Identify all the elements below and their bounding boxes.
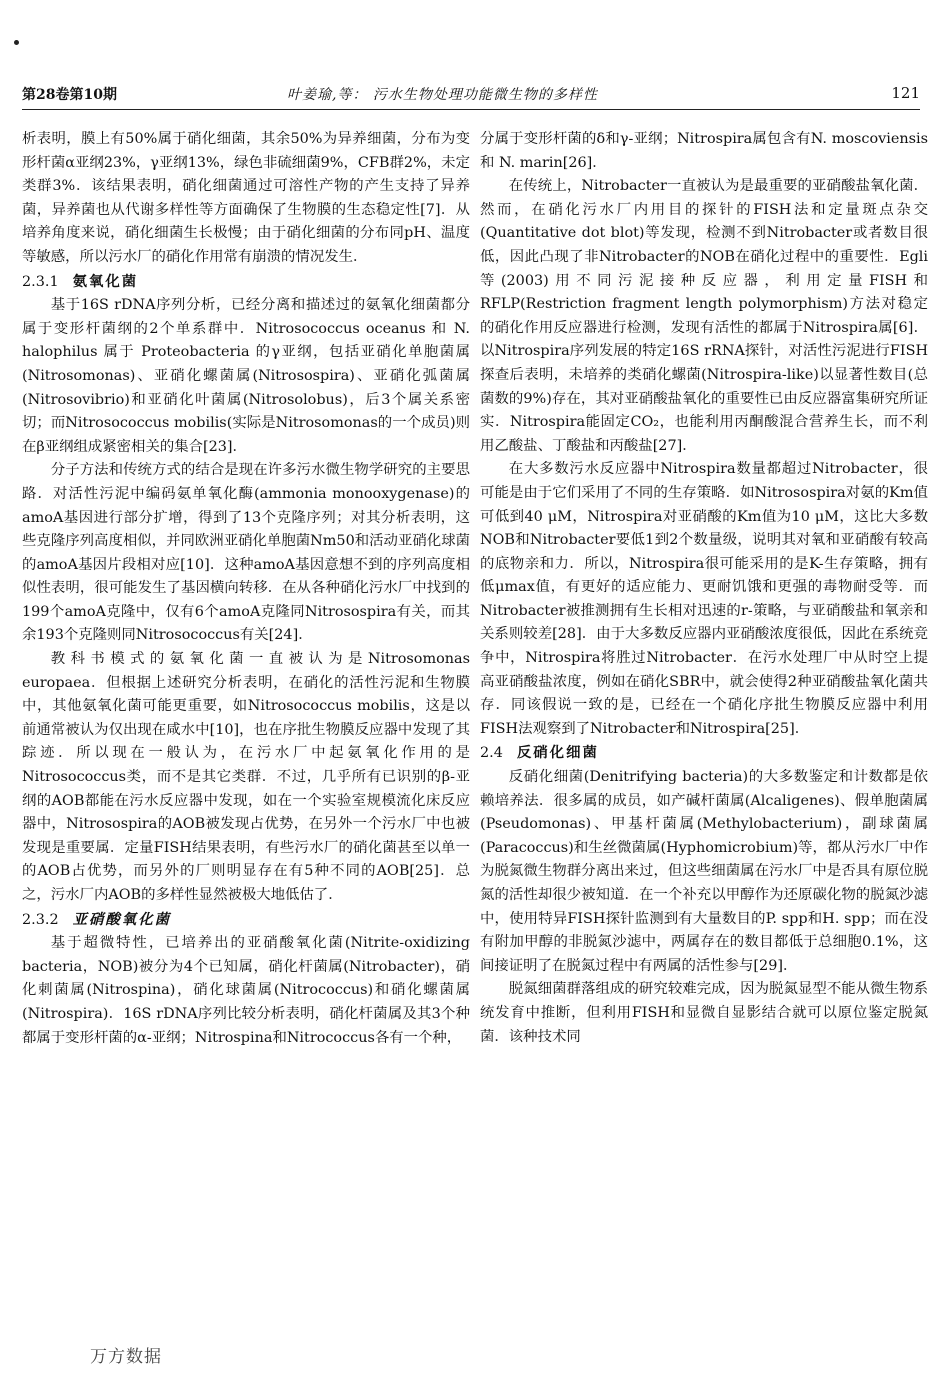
paragraph: 脱氮细菌群落组成的研究较难完成，因为脱氮显型不能从微生物系统发育中推断，但利用FISH和显微自显影结合就可以原位鉴定脱氮菌．该种技术同: [480, 981, 928, 1045]
section-number: 2.4: [480, 745, 503, 762]
journal-volume: 第28卷第10期: [22, 87, 117, 103]
running-header: [22, 84, 920, 106]
page-number: 121: [891, 84, 920, 102]
section-heading-2-3-1: [22, 270, 470, 295]
paragraph: 教科书模式的氨氧化菌一直被认为是Nitrosomonas europaea．但根据上述研究分析表明，在硝化的活性污泥和生物膜中，其他氨氧化菌可能更重要，如Nitrosococcus mobilis，这是以前通常被认为仅出现在咸水中[10]，也在序批生物膜反应器中发现了其踪迹．所以现在一般认为，在污水厂中起氨氧化作用的是Nitrosococcus类，而不是其它类群．不过，几乎所有已识别的β-亚纲的AOB都能在污水反应器中发现，如在一个实验室规模流化床反应器中，Nitrosospira的AOB被发现占优势，在另外一个污水厂中也被发现是重要属．定量FISH结果表明，有些污水厂的硝化菌甚至以单一的AOB占优势，而另外的厂则明显存在有5种不同的AOB[25]．总之，污水厂内AOB的多样性显然被极大地低估了．: [22, 651, 470, 903]
paragraph: 分属于变形杆菌的δ和γ-亚纲；Nitrospira属包含有N. moscoviensis 和 N. marin[26]．: [480, 131, 928, 171]
right-column: [480, 128, 928, 1049]
paragraph: 析表明，膜上有50%属于硝化细菌，其余50%为异养细菌，分布为变形杆菌α亚纲23%，γ亚纲13%，绿色非硫细菌9%，CFB群2%，未定类群3%．该结果表明，硝化细菌通过可溶性产物的产生支持了异养菌，异养菌也从代谢多样性等方面确保了生物膜的生态稳定性[7]．从培养角度来说，硝化细菌生长极慢；由于硝化细菌的分布同pH、温度等敏感，所以污水厂的硝化作用常有崩溃的情况发生．: [22, 131, 470, 265]
scan-speck: [14, 40, 19, 45]
paragraph: 在大多数污水反应器中Nitrospira数量都超过Nitrobacter，很可能是由于它们采用了不同的生存策略．如Nitrosospira对氨的Km值可低到40 μM，Nitrospira对亚硝酸的Km值为10 μM，这比大多数NOB和Nitrobacter要低1到2个数量级，说明其对氧和亚硝酸有较高的底物亲和力．所以，Nitrospira很可能采用的是K-生存策略，拥有低μmax值，有更好的适应能力、更耐饥饿和更强的毒物耐受等．而Nitrobacter被推测拥有生长相对迅速的r-策略，与亚硝酸盐和氧亲和关系则较差[28]．由于大多数反应器内亚硝酸浓度很低，因此在系统竞争中，Nitrospira将胜过Nitrobacter．在污水处理厂中从时空上提高亚硝酸盐浓度，例如在硝化SBR中，就会使得2种亚硝酸盐氧化菌共存．同该假说一致的是，已经在一个硝化序批生物膜反应器中利用FISH法观察到了Nitrobacter和Nitrospira[25]．: [480, 461, 928, 737]
paragraph: 在传统上，Nitrobacter一直被认为是最重要的亚硝酸盐氧化菌．然而，在硝化污水厂内用目的探针的FISH法和定量斑点杂交(Quantitative dot blot)等发现，检测不到Nitrobacter或者数目很低，因此凸现了非Nitrobacter的NOB在硝化过程中的重要性．Egli等(2003)用不同污泥接种反应器，利用定量FISH和RFLP(Restriction fragment length polymorphism)方法对稳定的硝化作用反应器进行检测，发现有活性的都属于Nitrospira属[6]．以Nitrospira序列发展的特定16S rRNA探针，对活性污泥进行FISH探查后表明，未培养的类硝化螺菌(Nitrospira-like)以显著性数目(总菌数的9%)存在，其对亚硝酸盐氧化的重要性已由反应器富集研究所证实．Nitrospira能固定CO₂，也能利用丙酮酸混合营养生长，而不利用乙酸盐、丁酸盐和丙酸盐[27]．: [480, 178, 928, 454]
header-rule: [22, 109, 920, 110]
section-number: 2.3.1: [22, 273, 59, 290]
watermark: 万方数据: [90, 1347, 162, 1367]
section-title: 亚硝酸氧化菌: [72, 910, 171, 928]
section-heading-2-4: [480, 741, 928, 766]
section-heading-2-3-2: [22, 908, 470, 933]
paragraph: 基于超微特性，已培养出的亚硝酸氧化菌(Nitrite-oxidizing bacteria，NOB)被分为4个已知属，硝化杆菌属(Nitrobacter)，硝化刺菌属(Nitrospina)，硝化球菌属(Nitrococcus)和硝化螺菌属(Nitrospira)．16S rDNA序列比较分析表明，硝化杆菌属及其3个种都属于变形杆菌的α-亚纲；Nitrospina和Nitrococcus各有一个种，: [22, 935, 470, 1046]
header-authors-title: 叶姜瑜,等： 污水生物处理功能微生物的多样性: [287, 87, 598, 103]
section-title: 氨氧化菌: [72, 272, 139, 290]
paragraph: 基于16S rDNA序列分析，已经分离和描述过的氨氧化细菌都分属于变形杆菌纲的2个单系群中．Nitrosococcus oceanus 和 N. halophilus 属于 Proteobacteria 的γ亚纲，包括亚硝化单胞菌属(Nitrosomonas)、亚硝化螺菌属(Nitrosospira)、亚硝化弧菌属(Nitrosovibrio)和亚硝化叶菌属(Nitrosolobus)，后3个属关系密切；而Nitrosococcus mobilis(实际是Nitrosomonas的一个成员)则在β亚纲组成紧密相关的集合[23]．: [22, 297, 470, 455]
left-column: [22, 128, 470, 1050]
section-number: 2.3.2: [22, 911, 59, 928]
paragraph: 反硝化细菌(Denitrifying bacteria)的大多数鉴定和计数都是依赖培养法．很多属的成员，如产碱杆菌属(Alcaligenes)、假单胞菌属(Pseudomonas)、甲基杆菌属(Methylobacterium)，副球菌属(Paracoccus)和生丝微菌属(Hyphomicrobium)等，都从污水厂中作为脱氮微生物群分离出来过，但这些细菌属在污水厂中是否具有原位脱氮的活性却很少被知道．在一个补充以甲醇作为还原碳化物的脱氮沙滤中，使用特异FISH探针监测到有大量数目的P. spp和H. spp；而在没有附加甲醇的非脱氮沙滤中，两属存在的数目都低于总细胞0.1%，这间接证明了在脱氮过程中有两属的活性参与[29]．: [480, 769, 928, 974]
section-title: 反硝化细菌: [516, 744, 599, 762]
paragraph: 分子方法和传统方式的结合是现在许多污水微生物学研究的主要思路．对活性污泥中编码氨单氧化酶(ammonia monooxygenase)的amoA基因进行部分扩增，得到了13个克隆序列；对其分析表明，这些克隆序列高度相似，并同欧洲亚硝化单胞菌Nm50和活动亚硝化球菌的amoA基因片段相对应[10]．这种amoA基因意想不到的序列高度相似性表明，很可能发生了基因横向转移．在从各种硝化污水厂中找到的199个amoA克隆中，仅有6个amoA克隆同Nitrosospira有关，而其余193个克隆则同Nitrosococcus有关[24]．: [22, 462, 470, 644]
